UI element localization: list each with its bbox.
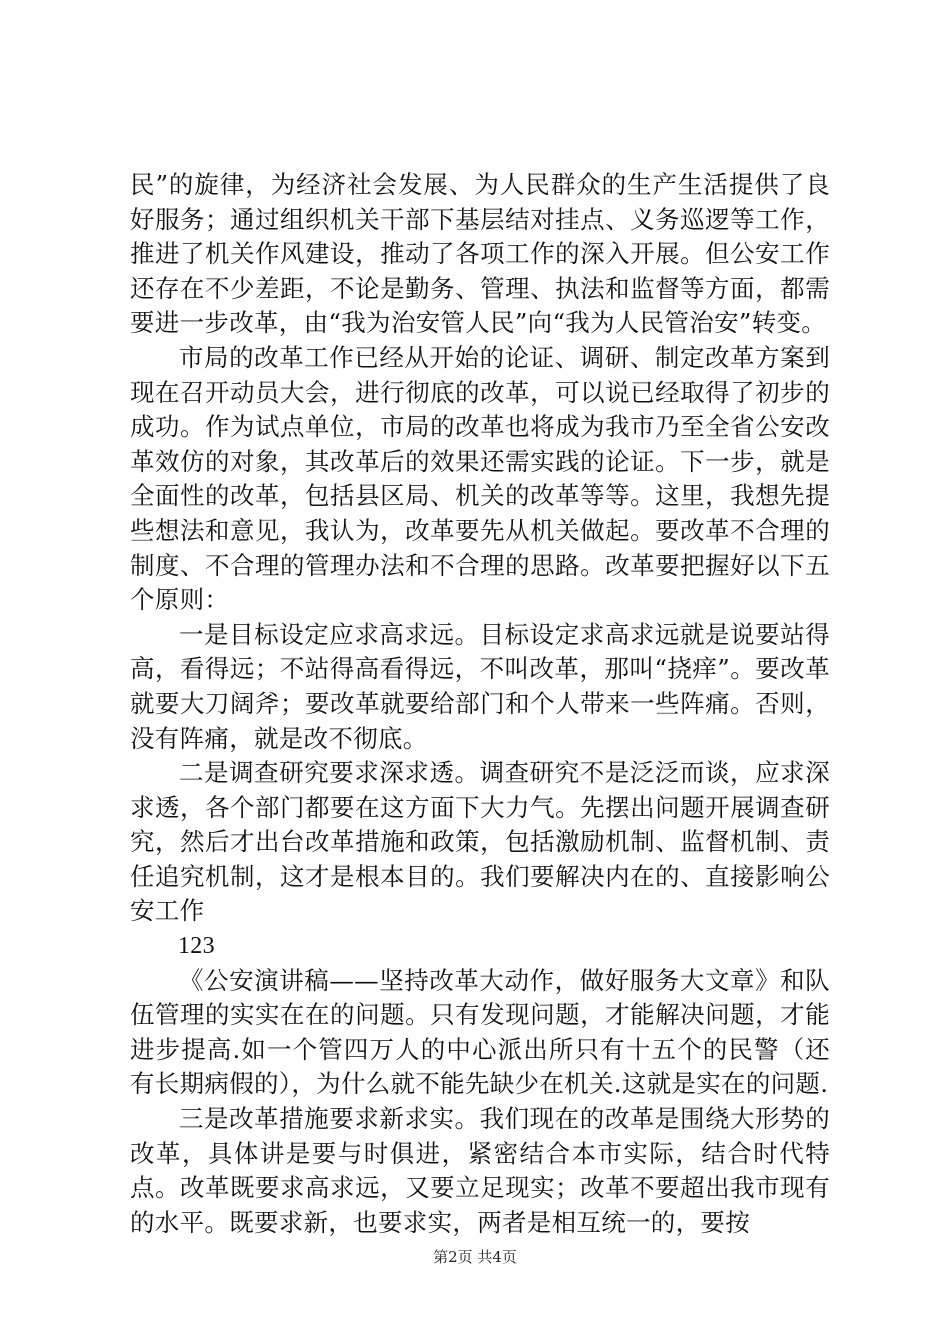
page-footer: 第2页 共4页 [433,1248,517,1266]
paragraph-7: 三是改革措施要求新求实。我们现在的改革是围绕大形势的改革，具体讲是要与时俱进，紧密结合本市实际，结合时代特点。改革既要求高求远，又要立足现实；改革不要超出我市现有的水平。既要求新，也要求实，两者是相互统一的，要按 [130,1104,830,1237]
paragraph-1: 民”的旋律，为经济社会发展、为人民群众的生产生活提供了良好服务；通过组织机关干部下基层结对挂点、义务巡逻等工作，推进了机关作风建设，推动了各项工作的深入开展。但公安工作还存在不少差距，不论是勤务、管理、执法和监督等方面，都需要进一步改革，由“我为治安管人民”向“我为人民管治安”转变。 [130,170,831,338]
paragraph-6: 《公安演讲稿——坚持改革大动作，做好服务大文章》和队伍管理的实实在在的问题。只有发现问题，才能解决问题，才能进步提高.如一个管四万人的中心派出所只有十五个的民警（还有长期病假的），为什么就不能先缺少在机关.这就是实在的问题. [130,965,830,1099]
document-body [130,168,830,1240]
paragraph-4: 二是调查研究要求深求透。调查研究不是泛泛而谈，应求深求透，各个部门都要在这方面下大力气。先摆出问题开展调查研究，然后才出台改革措施和政策，包括激励机制、监督机制、责任追究机制，这才是根本目的。我们要解决内在的、直接影响公安工作 [130,758,830,926]
inline-number: 123 [178,933,215,960]
paragraph-3: 一是目标设定应求高求远。目标设定求高求远就是说要站得高，看得远；不站得高看得远，不叫改革，那叫“挠痒”。要改革就要大刀阔斧；要改革就要给部门和个人带来一些阵痛。否则，没有阵痛，就是改不彻底。 [130,619,830,753]
paragraph-2: 市局的改革工作已经从开始的论证、调研、制定改革方案到现在召开动员大会，进行彻底的改革，可以说已经取得了初步的成功。作为试点单位，市局的改革也将成为我市乃至全省公安改革效仿的对象，其改革后的效果还需实践的论证。下一步，就是全面性的改革，包括县区局、机关的改革等等。这里，我想先提些想法和意见，我认为，改革要先从机关做起。要改革不合理的制度、不合理的管理办法和不合理的思路。改革要把握好以下五个原则： [130,342,830,615]
